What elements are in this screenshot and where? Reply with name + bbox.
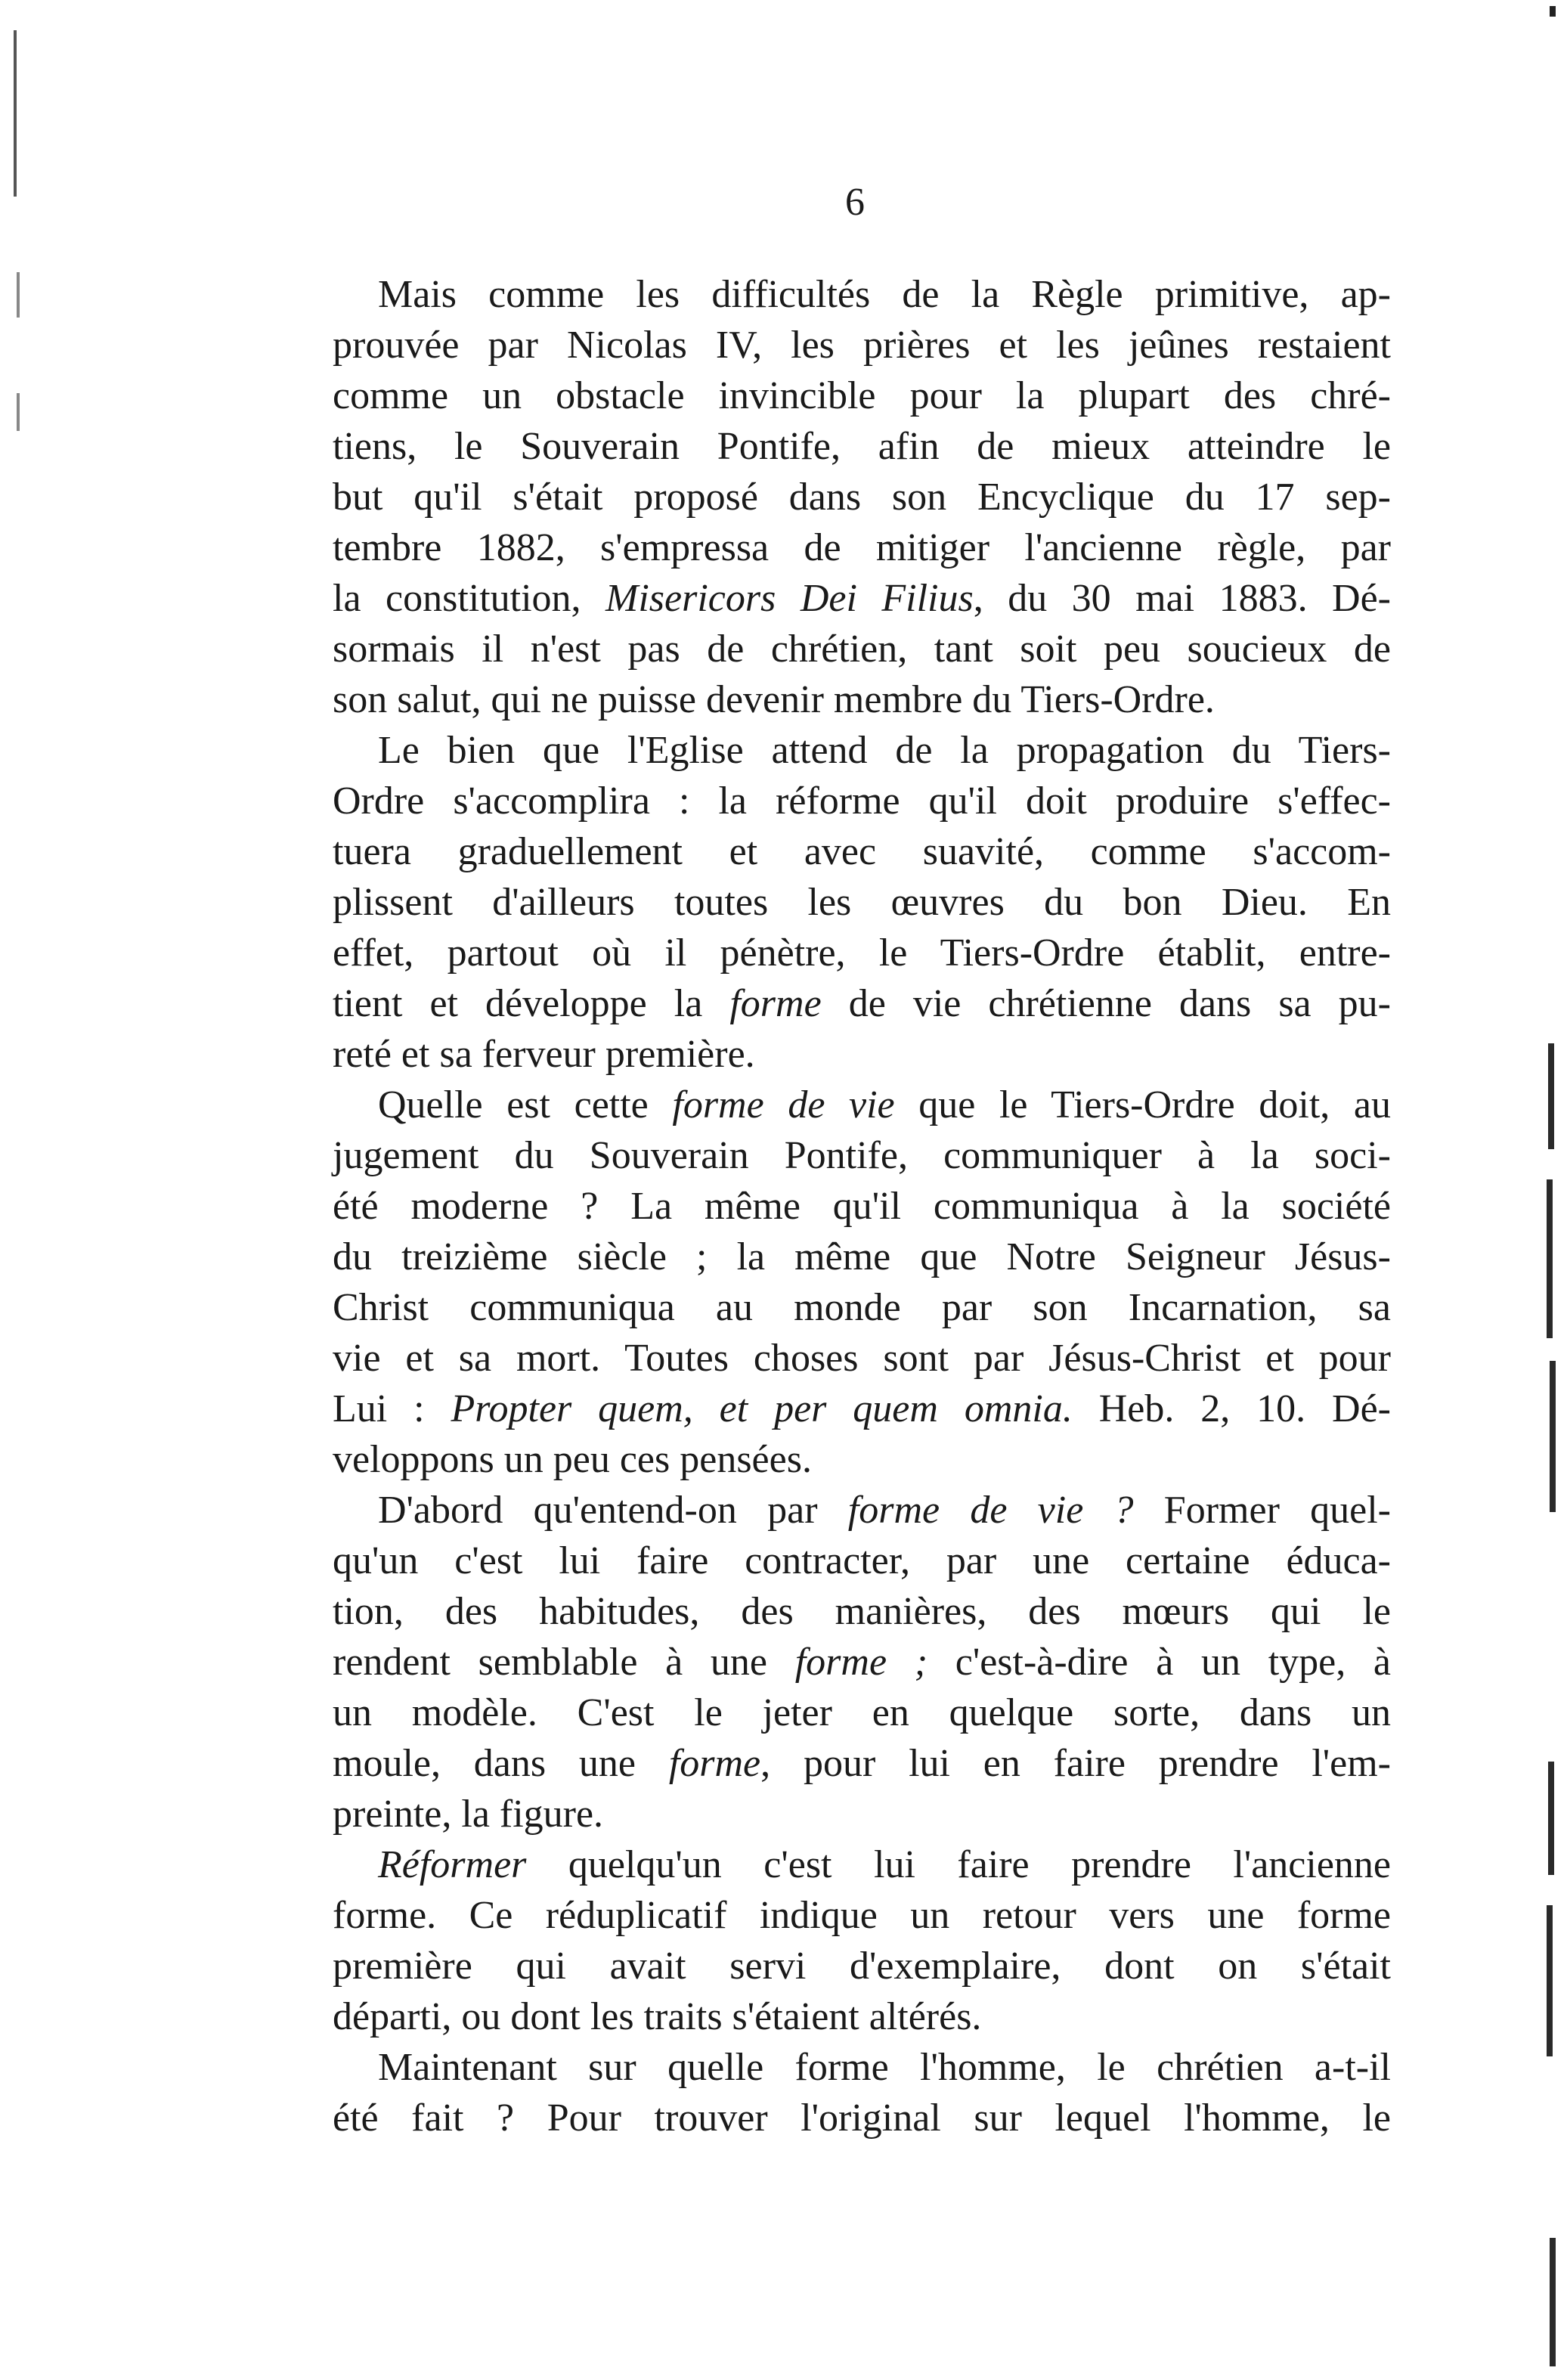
line-text: , du 30 mai 1883. Dé- <box>973 577 1391 620</box>
line-text: Quelle est cette <box>378 1083 673 1126</box>
line-text: qu'un c'est lui faire contracter, par une certaine éduca- <box>333 1539 1391 1582</box>
italic-text: forme de vie <box>672 1083 895 1126</box>
line-text: reté et sa ferveur première. <box>333 1033 755 1076</box>
line-text: de vie chrétienne dans sa pu- <box>821 982 1391 1025</box>
line-text: comme un obstacle invincible pour la plupart des chré- <box>333 374 1391 417</box>
line-text: Ordre s'accomplira : la réforme qu'il doit produire s'effec- <box>333 779 1391 823</box>
page-number: 6 <box>845 181 865 224</box>
line-text: Le bien que l'Eglise attend de la propagation du Tiers- <box>378 729 1391 772</box>
line-text: tuera graduellement et avec suavité, comme s'accom- <box>333 830 1391 873</box>
text-line <box>333 1130 1391 1181</box>
text-line <box>333 1282 1391 1333</box>
text-line <box>333 1687 1391 1738</box>
line-text: preinte, la figure. <box>333 1793 604 1836</box>
line-text: jugement du Souverain Pontife, communiquer à la soci- <box>333 1134 1391 1177</box>
line-text: but qu'il s'était proposé dans son Encyclique du 17 sep- <box>333 476 1391 519</box>
text-line <box>333 1991 1391 2042</box>
line-text: Mais comme les difficultés de la Règle primitive, ap- <box>378 273 1391 316</box>
text-line <box>333 2042 1391 2093</box>
text-line <box>333 725 1391 776</box>
text-line <box>333 1434 1391 1485</box>
line-text: quelqu'un c'est lui faire prendre l'ancienne <box>526 1843 1391 1886</box>
text-line <box>333 421 1391 472</box>
line-text: Christ communiqua au monde par son Incarnation, sa <box>333 1286 1391 1329</box>
line-text: D'abord qu'entend-on par <box>378 1489 848 1532</box>
line-text: rendent semblable à une <box>333 1641 795 1684</box>
text-line <box>333 2093 1391 2143</box>
line-text: moule, dans une <box>333 1742 669 1785</box>
line-text: été moderne ? La même qu'il communiqua à la société <box>333 1185 1391 1228</box>
text-line <box>333 320 1391 370</box>
line-text: veloppons un peu ces pensées. <box>333 1438 812 1481</box>
line-text: sormais il n'est pas de chrétien, tant soit peu soucieux de <box>333 628 1391 671</box>
italic-text: Réformer <box>378 1843 527 1886</box>
left-margin-mark <box>17 393 20 431</box>
text-line <box>333 826 1391 877</box>
line-text: Lui : <box>333 1387 451 1430</box>
line-text: un modèle. C'est le jeter en quelque sorte, dans un <box>333 1691 1391 1734</box>
text-line <box>333 928 1391 978</box>
line-text: prouvée par Nicolas IV, les prières et les jeûnes restaient <box>333 324 1391 367</box>
line-text: tion, des habitudes, des manières, des mœurs qui le <box>333 1590 1391 1633</box>
text-line <box>333 1029 1391 1080</box>
text-line <box>333 269 1391 320</box>
text-line <box>333 1839 1391 1890</box>
text-line <box>333 1181 1391 1232</box>
line-text: Heb. 2, 10. Dé- <box>1072 1387 1391 1430</box>
line-text: du treizième siècle ; la même que Notre Seigneur Jésus- <box>333 1235 1391 1278</box>
text-line <box>333 624 1391 674</box>
text-line <box>333 522 1391 573</box>
line-text: la constitution, <box>333 577 606 620</box>
text-line <box>333 1789 1391 1839</box>
italic-text: Misericors Dei Filius <box>605 577 974 620</box>
text-line <box>333 370 1391 421</box>
text-line <box>333 1941 1391 1991</box>
italic-text: forme <box>668 1742 761 1785</box>
line-text: tiens, le Souverain Pontife, afin de mieux atteindre le <box>333 425 1391 468</box>
text-line <box>333 1485 1391 1536</box>
line-text: Maintenant sur quelle forme l'homme, le chrétien a-t-il <box>378 2046 1391 2089</box>
text-line <box>333 1080 1391 1130</box>
text-line <box>333 674 1391 725</box>
left-margin-mark <box>17 272 20 318</box>
page-edge-scan-artifact <box>1542 0 1567 2380</box>
line-text: tient et développe la <box>333 982 730 1025</box>
text-line <box>333 877 1391 928</box>
text-line <box>333 978 1391 1029</box>
text-line <box>333 1536 1391 1586</box>
text-line <box>333 1384 1391 1434</box>
text-line <box>333 472 1391 522</box>
italic-text: forme ; <box>794 1641 928 1684</box>
text-line <box>333 1232 1391 1282</box>
text-line <box>333 573 1391 624</box>
line-text: forme. Ce réduplicatif indique un retour vers une forme <box>333 1894 1391 1937</box>
line-text: départi, ou dont les traits s'étaient altérés. <box>333 1995 982 2038</box>
text-line <box>333 776 1391 826</box>
text-line <box>333 1333 1391 1384</box>
italic-text: forme de vie ? <box>847 1489 1134 1532</box>
italic-text: Propter quem, et per quem omnia. <box>451 1387 1073 1430</box>
text-line <box>333 1586 1391 1637</box>
text-line <box>333 1738 1391 1789</box>
line-text: , pour lui en faire prendre l'em- <box>760 1742 1391 1785</box>
line-text: que le Tiers-Ordre doit, au <box>894 1083 1391 1126</box>
line-text: été fait ? Pour trouver l'original sur lequel l'homme, le <box>333 2096 1391 2140</box>
line-text: tembre 1882, s'empressa de mitiger l'ancienne règle, par <box>333 526 1391 569</box>
line-text: c'est-à-dire à un type, à <box>928 1641 1391 1684</box>
left-margin-mark <box>14 30 17 197</box>
text-line <box>333 1637 1391 1687</box>
line-text: plissent d'ailleurs toutes les œuvres du bon Dieu. En <box>333 881 1391 924</box>
line-text: son salut, qui ne puisse devenir membre du Tiers-Ordre. <box>333 678 1215 721</box>
text-line <box>333 1890 1391 1941</box>
italic-text: forme <box>729 982 822 1025</box>
line-text: Former quel- <box>1133 1489 1391 1532</box>
line-text: première qui avait servi d'exemplaire, dont on s'était <box>333 1945 1391 1988</box>
line-text: effet, partout où il pénètre, le Tiers-Ordre établit, entre- <box>333 931 1391 975</box>
line-text: vie et sa mort. Toutes choses sont par Jésus-Christ et pour <box>333 1337 1391 1380</box>
body-text <box>333 269 1391 2143</box>
